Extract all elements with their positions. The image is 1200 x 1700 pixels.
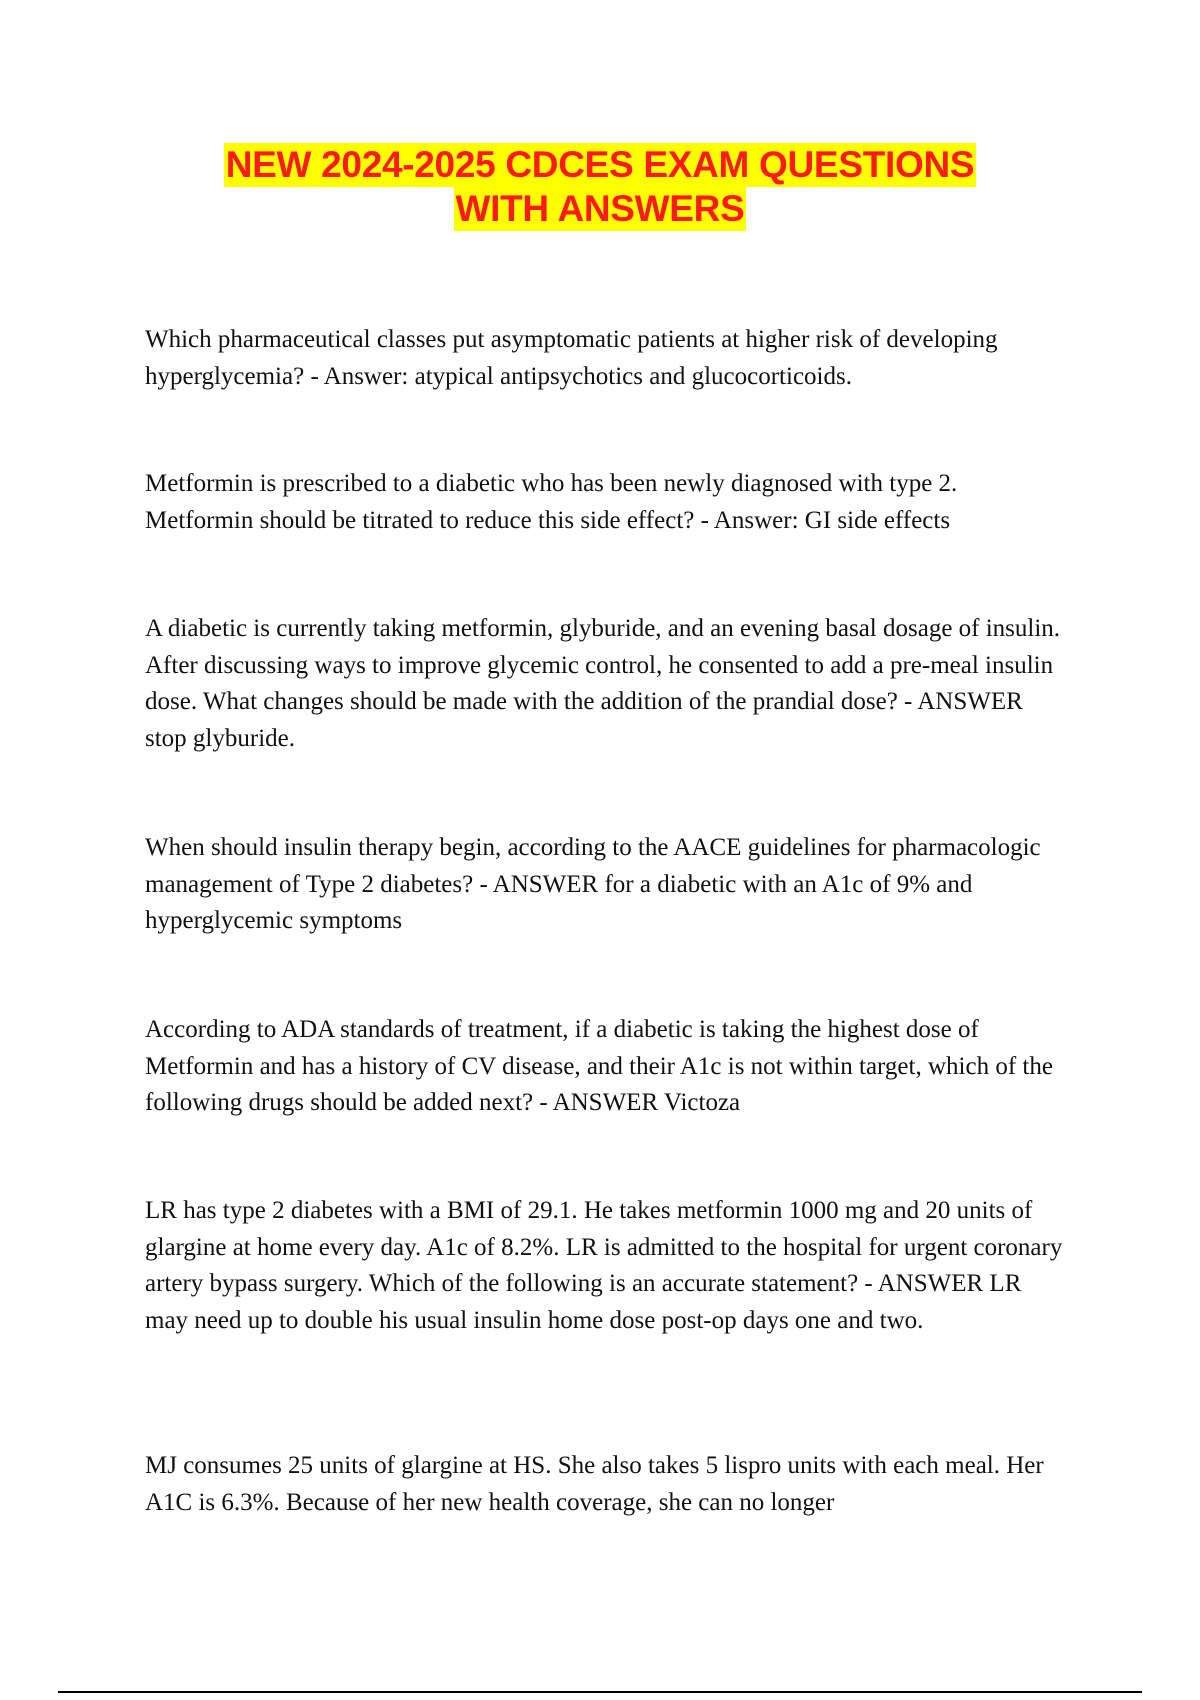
question-answer-4: When should insulin therapy begin, according to the AACE guidelines for pharmacologic management of Type 2 diabetes? - ANSWER for a diabetic with an A1c of 9% and hyperglycemic symptoms bbox=[145, 834, 1041, 934]
question-answer-6: LR has type 2 diabetes with a BMI of 29.1. He takes metformin 1000 mg and 20 units of glargine at home every day. A1c of 8.2%. LR is admitted to the hospital for urgent coronary artery bypass surgery. Which of the following is an accurate statement? - ANSWER LR may need up to double his usual insulin home dose post-op days one and two. bbox=[145, 1197, 1063, 1334]
page-bottom-rule bbox=[58, 1691, 1142, 1693]
question-answer-2: Metformin is prescribed to a diabetic who has been newly diagnosed with type 2. Metformin should be titrated to reduce this side effect? - Answer: GI side effects bbox=[145, 470, 958, 534]
question-answer-3: A diabetic is currently taking metformin, glyburide, and an evening basal dosage of insulin. After discussing ways to improve glycemic control, he consented to add a pre-meal insulin dose. What changes should be made with the addition of the prandial dose? - ANSWER stop glyburide. bbox=[145, 615, 1061, 752]
title-line-2: WITH ANSWERS bbox=[455, 188, 745, 229]
document-title bbox=[0, 143, 1200, 231]
title-line-1: NEW 2024-2025 CDCES EXAM QUESTIONS bbox=[225, 144, 975, 185]
question-answer-5: According to ADA standards of treatment, if a diabetic is taking the highest dose of Metformin and has a history of CV disease, and their A1c is not within target, which of the following drugs should be added next? - ANSWER Victoza bbox=[145, 1016, 1053, 1116]
question-answer-1: Which pharmaceutical classes put asymptomatic patients at higher risk of developing hyperglycemia? - Answer: atypical antipsychotics and glucocorticoids. bbox=[145, 326, 998, 390]
question-answer-7: MJ consumes 25 units of glargine at HS. She also takes 5 lispro units with each meal. Her A1C is 6.3%. Because of her new health coverage, she can no longer bbox=[145, 1452, 1044, 1516]
